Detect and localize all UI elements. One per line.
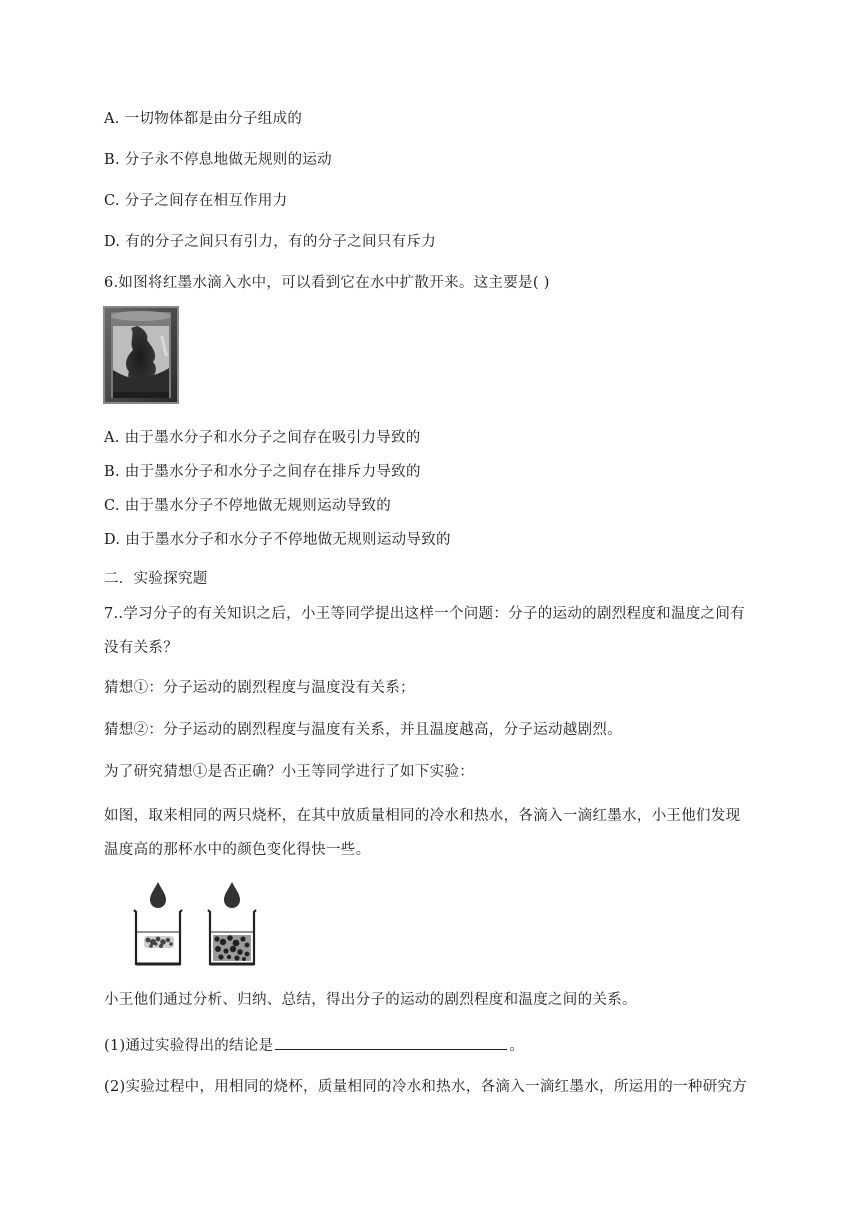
two-beakers-figure [128, 880, 268, 972]
section-title: 二．实验探究题 [104, 571, 208, 587]
sub-question-1-suffix: 。 [509, 1038, 525, 1054]
answer-blank[interactable] [275, 1035, 507, 1050]
after-figure-text: 小王他们通过分析、归纳、总结，得出分子的运动的剧烈程度和温度之间的关系。 [104, 992, 637, 1008]
option-6a: A. 由于墨水分子和水分子之间存在吸引力导致的 [104, 430, 421, 446]
ink-diffusion-photo [103, 306, 179, 404]
option-6b: B. 由于墨水分子和水分子之间存在排斥力导致的 [104, 464, 421, 480]
sub-question-1 [104, 1035, 524, 1056]
question-6-stem: 6.如图将红墨水滴入水中，可以看到它在水中扩散开来。这主要是( ) [104, 275, 550, 291]
experiment-desc-line1: 如图，取来相同的两只烧杯，在其中放质量相同的冷水和热水，各滴入一滴红墨水，小王他们发现 [104, 808, 741, 824]
question-7-stem-line1: 7..学习分子的有关知识之后，小王等同学提出这样一个问题：分子的运动的剧烈程度和温度之间有 [104, 606, 745, 622]
option-5c: C. 分子之间存在相互作用力 [104, 193, 288, 209]
experiment-intro: 为了研究猜想①是否正确？小王等同学进行了如下实验： [104, 764, 474, 780]
guess-2: 猜想②：分子运动的剧烈程度与温度有关系，并且温度越高，分子运动越剧烈。 [104, 722, 622, 738]
option-6d: D. 由于墨水分子和水分子不停地做无规则运动导致的 [104, 532, 451, 548]
sub-question-2: (2)实验过程中，用相同的烧杯，质量相同的冷水和热水，各滴入一滴红墨水，所运用的一种研究方 [104, 1079, 748, 1095]
guess-1: 猜想①：分子运动的剧烈程度与温度没有关系； [104, 680, 415, 696]
option-6c: C. 由于墨水分子不停地做无规则运动导致的 [104, 498, 392, 514]
experiment-desc-line2: 温度高的那杯水中的颜色变化得快一些。 [104, 842, 371, 858]
option-5d: D. 有的分子之间只有引力，有的分子之间只有斥力 [104, 234, 437, 250]
question-7-stem-line2: 没有关系？ [104, 640, 178, 656]
sub-question-1-prefix: (1)通过实验得出的结论是 [104, 1038, 274, 1054]
option-5a: A. 一切物体都是由分子组成的 [104, 111, 303, 127]
option-5b: B. 分子永不停息地做无规则的运动 [104, 152, 332, 168]
